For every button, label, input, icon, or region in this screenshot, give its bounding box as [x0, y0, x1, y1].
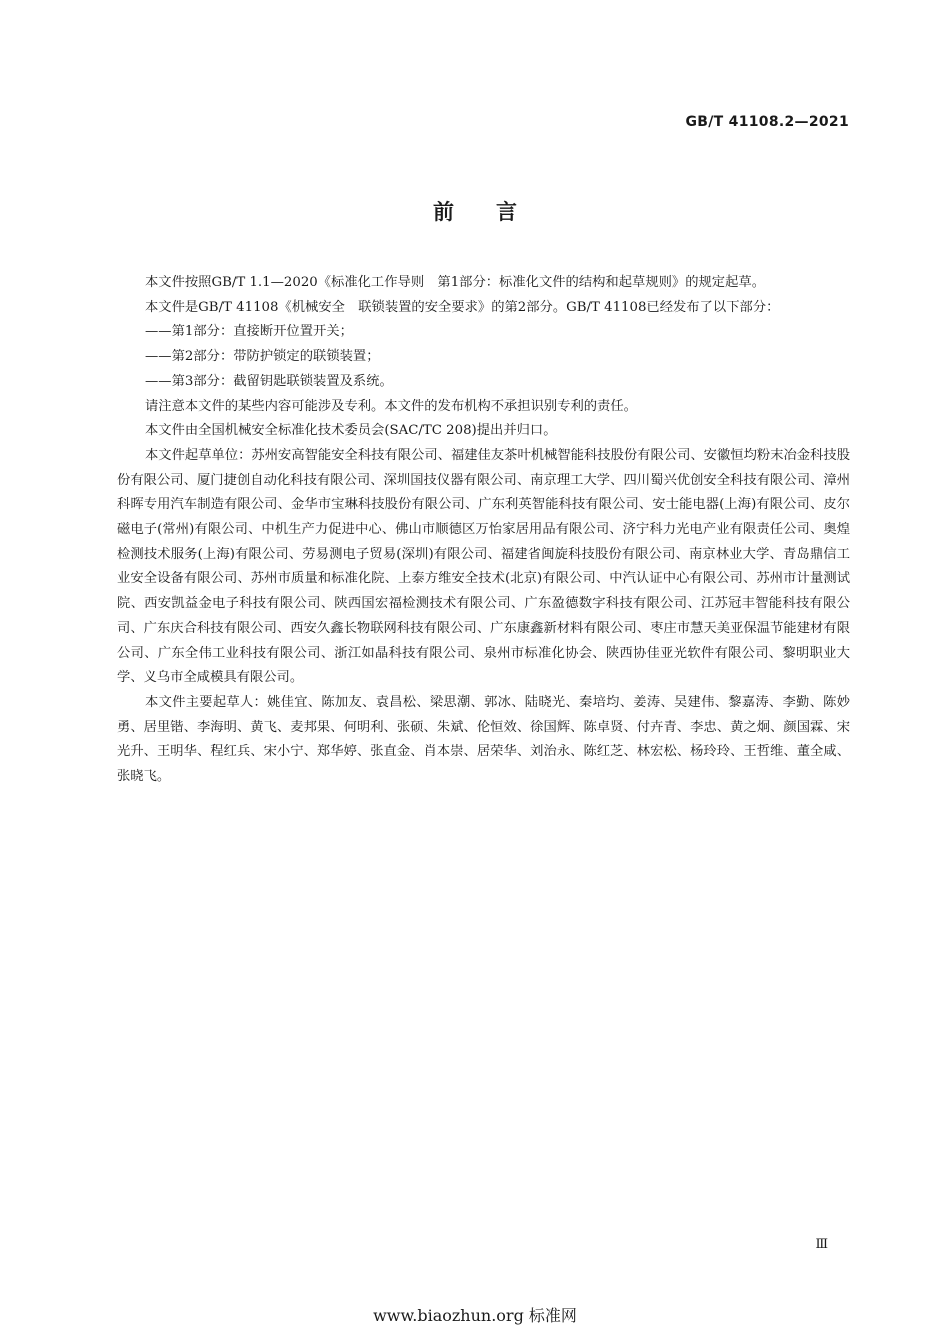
list-item: ——第2部分：带防护锁定的联锁装置；	[145, 349, 380, 365]
committee-paragraph: 本文件由全国机械安全标准化技术委员会(SAC/TC 208)提出并归口。	[145, 423, 557, 439]
list-item: ——第1部分：直接断开位置开关；	[145, 324, 353, 340]
list-item: ——第3部分：截留钥匙联锁装置及系统。	[145, 373, 393, 389]
footer-watermark-link[interactable]: www.biaozhun.org 标准网	[373, 1306, 577, 1325]
drafting-rules-paragraph: 本文件按照GB/T 1.1—2020《标准化工作导则 第1部分：标准化文件的结构和起草规则》的规定起草。	[145, 275, 765, 290]
page-title: 前言	[433, 200, 559, 224]
drafting-units-paragraph: 本文件起草单位：苏州安高智能安全科技有限公司、福建佳友茶叶机械智能科技股份有限公司、安徽恒均粉末冶金科技股份有限公司、厦门捷创自动化科技有限公司、深圳国技仪器有限公司、南京理工大学、四川蜀兴优创安全科技有限公司、漳州科晖专用汽车制造有限公司、金华市宝琳科技股份有限公司、广东利英智能科技有限公司、安士能电器(上海)有限公司、皮尔磁电子(常州)有限公司、中机生产力促进中心、佛山市顺德区万怡家居用品有限公司、济宁科力光电产业有限责任公司、奥煌检测技术服务(上海)有限公司、劳易测电子贸易(深圳)有限公司、福建省闽旋科技股份有限公司、南京林业大学、青岛鼎信工业安全设备有限公司、苏州市质量和标准化院、上泰方维安全技术(北京)有限公司、中汽认证中心有限公司、苏州市计量测试院、西安凯益金电子科技有限公司、陕西国宏福检测技术有限公司、广东盈德数字科技有限公司、江苏冠丰智能科技有限公司、广东庆合科技有限公司、西安久鑫长物联网科技有限公司、广东康鑫新材料有限公司、枣庄市慧天美亚保温节能建材有限公司、广东全伟工业科技有限公司、浙江如晶科技有限公司、泉州市标准化协会、陕西协佳亚光软件有限公司、黎明职业大学、义乌市全咸模具有限公司。	[117, 447, 850, 686]
foreword-body	[117, 271, 850, 790]
drafters-paragraph: 本文件主要起草人：姚佳宜、陈加友、袁昌松、梁思潮、郭冰、陆晓光、秦培均、姜涛、吴建伟、黎嘉涛、李勤、陈妙勇、居里锴、李海明、黄飞、麦邦果、何明利、张硕、朱斌、伦恒效、徐国辉、陈卓贤、付卉青、李忠、黄之炯、颜国霖、宋光升、王明华、程红兵、宋小宁、郑华婷、张直金、肖本崇、居荣华、刘治永、陈红芝、林宏松、杨玲玲、王哲维、董全咸、张晓飞。	[117, 694, 850, 785]
standard-number: GB/T 41108.2—2021	[685, 114, 849, 130]
series-parts-paragraph: 本文件是GB/T 41108《机械安全 联锁装置的安全要求》的第2部分。GB/T 41108已经发布了以下部分：	[145, 299, 780, 315]
patent-notice-paragraph: 请注意本文件的某些内容可能涉及专利。本文件的发布机构不承担识别专利的责任。	[145, 398, 637, 414]
page-number: Ⅲ	[815, 1237, 828, 1252]
